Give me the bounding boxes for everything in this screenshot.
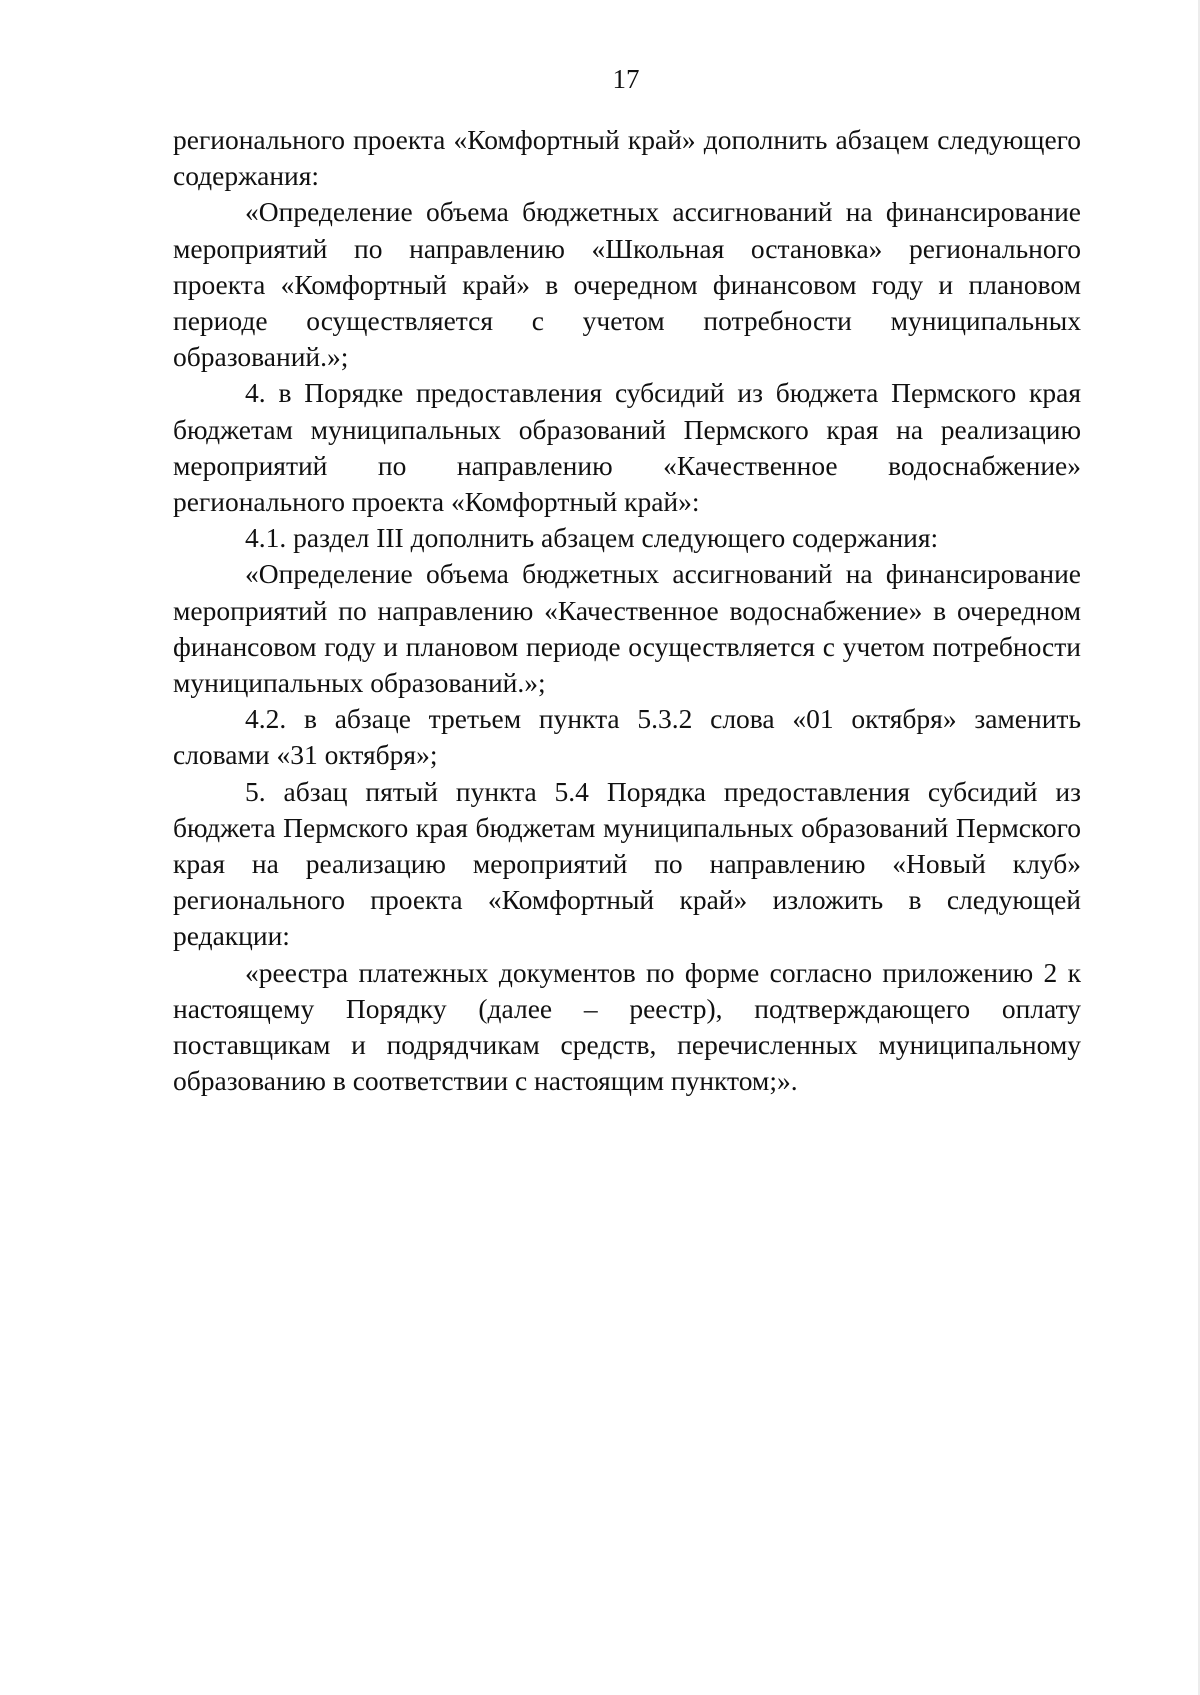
paragraph-quoted-school-stop: «Определение объема бюджетных ассигнований на финансирование мероприятий по направлению «Школьная остановка» регионального проекта «Комфортный край» в очередном финансовом году и плановом периоде осуществляется с учетом потребности муниципальных образований.»; xyxy=(173,196,1081,373)
paragraph-item-4: 4. в Порядке предоставления субсидий из бюджета Пермского края бюджетам муниципальных образований Пермского края на реализацию мероприятий по направлению «Качественное водоснабжение» регионального проекта «Комфортный край»: xyxy=(173,377,1081,518)
paragraph-quoted-water-supply: «Определение объема бюджетных ассигнований на финансирование мероприятий по направлению «Качественное водоснабжение» в очередном финансовом году и плановом периоде осуществляется с учетом потребности муниципальных образований.»; xyxy=(173,558,1081,699)
document-body xyxy=(173,122,1081,1099)
page-number: 17 xyxy=(612,64,640,94)
paragraph-continuation: регионального проекта «Комфортный край» дополнить абзацем следующего содержания: xyxy=(173,124,1081,192)
paragraph-quoted-registry: «реестра платежных документов по форме согласно приложению 2 к настоящему Порядку (далее – реестр), подтверждающего оплату поставщикам и подрядчикам средств, перечисленных муниципальному образованию в соответствии с настоящим пунктом;». xyxy=(173,956,1081,1097)
paragraph-item-5: 5. абзац пятый пункта 5.4 Порядка предоставления субсидий из бюджета Пермского края бюджетам муниципальных образований Пермского края на реализацию мероприятий по направлению «Новый клуб» регионального проекта «Комфортный край» изложить в следующей редакции: xyxy=(173,775,1081,952)
paragraph-item-4-1: 4.1. раздел III дополнить абзацем следующего содержания: xyxy=(245,522,939,554)
paragraph-item-4-2: 4.2. в абзаце третьем пункта 5.3.2 слова «01 октября» заменить словами «31 октября»; xyxy=(173,703,1081,771)
